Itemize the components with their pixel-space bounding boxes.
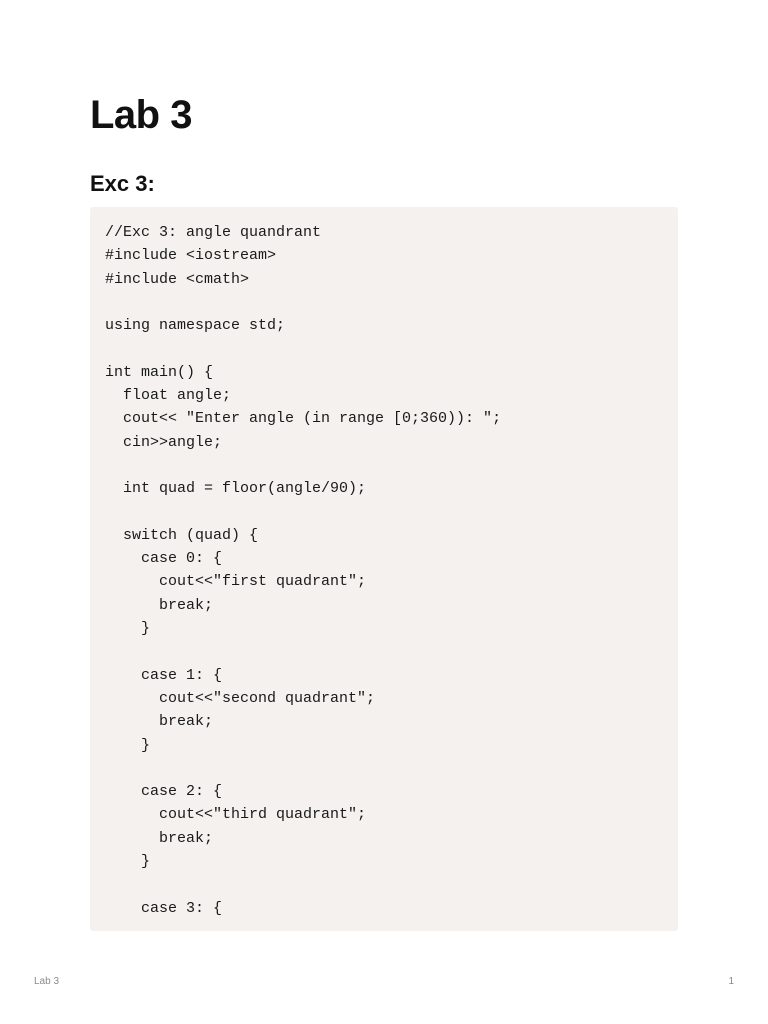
code-line: cout<<"first quadrant"; — [105, 573, 367, 591]
code-line — [105, 454, 678, 477]
code-line: break; — [105, 596, 214, 614]
code-line: case 0: { — [105, 550, 223, 568]
code-block — [90, 207, 678, 931]
code-line: break; — [105, 713, 214, 731]
code-line — [105, 873, 678, 896]
code-line — [105, 337, 678, 360]
code-line: using namespace std; — [105, 317, 286, 335]
code-line: case 3: { — [105, 899, 223, 917]
code-line: //Exc 3: angle quandrant — [105, 224, 322, 241]
code-line — [105, 640, 678, 663]
page-title: Lab 3 — [90, 93, 192, 137]
code-line — [105, 291, 678, 314]
code-line: int quad = floor(angle/90); — [105, 480, 367, 498]
code-line: cout<< "Enter angle (in range [0;360)): "; — [105, 410, 502, 428]
code-line: case 2: { — [105, 783, 223, 801]
code-line: } — [105, 736, 151, 754]
code-line: cin>>angle; — [105, 433, 223, 451]
code-line: int main() { — [105, 363, 214, 381]
code-line: #include <iostream> — [105, 247, 277, 265]
code-line: float angle; — [105, 387, 232, 405]
code-line: cout<<"third quadrant"; — [105, 806, 367, 824]
code-line: } — [105, 620, 151, 638]
code-line: } — [105, 853, 151, 871]
code-line: break; — [105, 829, 214, 847]
code-line: case 1: { — [105, 666, 223, 684]
code-line: cout<<"second quadrant"; — [105, 689, 376, 707]
section-heading: Exc 3: — [90, 171, 155, 196]
code-line: #include <cmath> — [105, 270, 250, 288]
code-line — [105, 757, 678, 780]
code-line — [105, 501, 678, 524]
footer-page-number: 1 — [728, 976, 734, 987]
footer-document-label: Lab 3 — [34, 976, 60, 987]
code-line: switch (quad) { — [105, 526, 259, 544]
